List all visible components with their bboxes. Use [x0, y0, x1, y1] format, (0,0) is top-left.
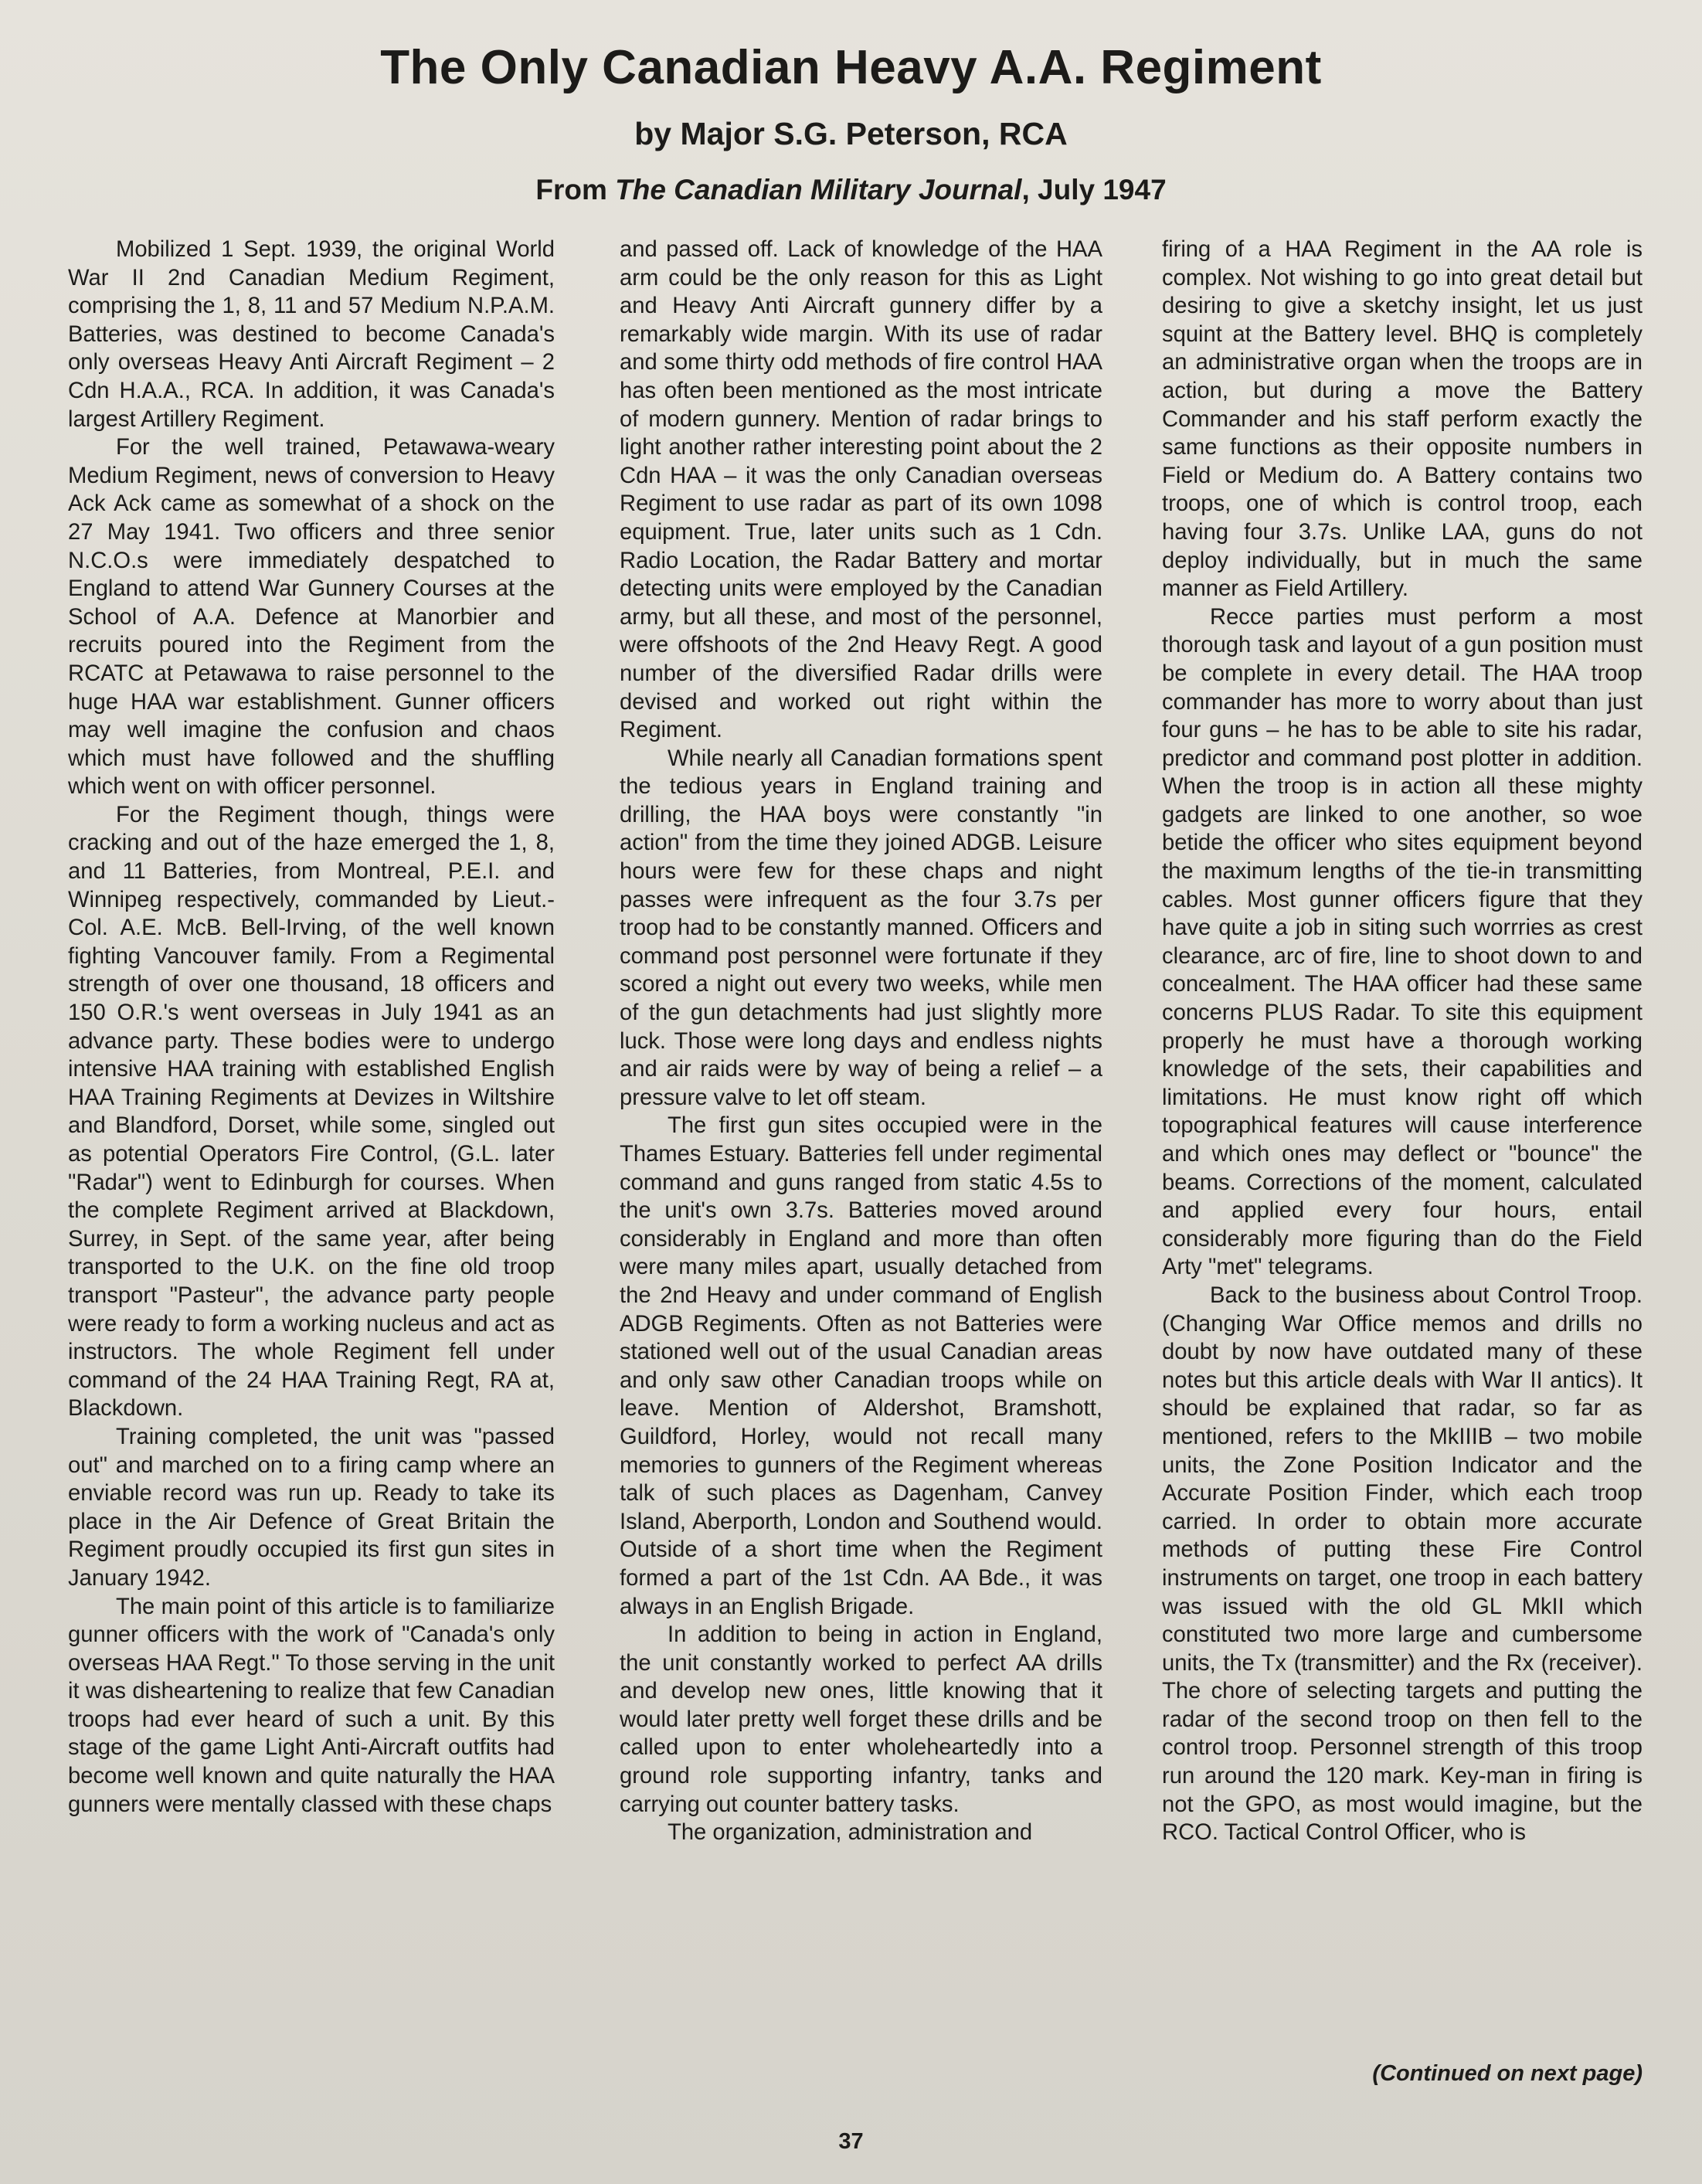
page-number: 37: [838, 2129, 864, 2154]
continued-note: (Continued on next page): [1372, 2061, 1643, 2086]
text-column-1: [68, 236, 555, 2105]
source-suffix: , July 1947: [1021, 174, 1167, 205]
paragraph: Back to the business about Control Troop. (Changing War Office memos and drills no doubt by now have outdated many of these notes but this article deals with War II antics). It should be explained that radar, so far as mentioned, refers to the MkIIIB – two mobile units, the Zone Position Indicator and the Accurate Position Finder, which each troop carried. In order to obtain more accurate methods of putting these Fire Control instruments on target, one troop in each battery was issued with the old GL MkII which constituted two more large and cumbersome units, the Tx (transmitter) and the Rx (receiver). The chore of selecting targets and putting the radar of the second troop on then fell to the control troop. Personnel strength of this troop run around the 120 mark. Key-man in firing is not the GPO, as most would imagine, but the RCO. Tactical Control Officer, who is: [1162, 1282, 1643, 1846]
paragraph: The first gun sites occupied were in the Thames Estuary. Batteries fell under regimental command and guns ranged from static 4.5s to the unit's own 3.7s. Batteries moved around considerably in England and more than often were many miles apart, usually detached from the 2nd Heavy and under command of English ADGB Regiments. Often as not Batteries were stationed well out of the usual Canadian areas and only saw other Canadian troops while on leave. Mention of Aldershot, Bramshott, Guildford, Horley, would not recall many memories to gunners of the Regiment whereas talk of such places as Dagenham, Canvey Island, Aberporth, London and Southend would. Outside of a short time when the Regiment formed a part of the 1st Cdn. AA Bde., it was always in an English Brigade.: [620, 1113, 1102, 1619]
paragraph-continued: and passed off. Lack of knowledge of the HAA arm could be the only reason for this as Light and Heavy Anti Aircraft gunnery differ by a remarkably wide margin. With its use of radar and some thirty odd methods of fire control HAA has often been mentioned as the most intricate of modern gunnery. Mention of radar brings to light another rather interesting point about the 2 Cdn HAA – it was the only Canadian overseas Regiment to use radar as part of its own 1098 equipment. True, later units such as 1 Cdn. Radio Location, the Radar Battery and mortar detecting units were employed by the Canadian army, but all these, and most of the personnel, were offshoots of the 2nd Heavy Regt. A good number of the diversified Radar drills were devised and worked out right within the Regiment.: [620, 237, 1102, 743]
text-column-3: [1162, 236, 1643, 2105]
text-column-2: [620, 236, 1102, 2105]
paragraph: Recce parties must perform a most thorough task and layout of a gun position must be complete in every detail. The HAA troop commander has more to worry about than just four guns – he has to be able to site his radar, predictor and command post plotter in addition. When the troop is in action all these mighty gadgets are linked to one another, so woe betide the officer who sites equipment beyond the maximum lengths of the tie-in transmitting cables. Most gunner officers figure that they have quite a job in siting such worrries as crest clearance, arc of fire, line to shoot down to and concealment. The HAA officer had these same concerns PLUS Radar. To site this equipment properly he must have a thorough working knowledge of the sets, their capabilities and limitations. He must know right off which topographical features will cause interference and which ones may deflect or "bounce" the beams. Corrections of the moment, calculated and applied every four hours, entail considerably more figuring than do the Field Arty "met" telegrams.: [1162, 604, 1643, 1280]
article-title: The Only Canadian Heavy A.A. Regiment: [380, 41, 1322, 94]
paragraph: For the Regiment though, things were cracking and out of the haze emerged the 1, 8, and 11 Batteries, from Montreal, P.E.I. and Winnipeg respectively, commanded by Lieut.-Col. A.E. McB. Bell-Irving, of the well known fighting Vancouver family. From a Regimental strength of over one thousand, 18 officers and 150 O.R.'s went overseas in July 1941 as an advance party. These bodies were to undergo intensive HAA training with established English HAA Training Regiments at Devizes in Wiltshire and Blandford, Dorset, while some, singled out as potential Operators Fire Control, (G.L. later "Radar") went to Edinburgh for courses. When the complete Regiment arrived at Blackdown, Surrey, in Sept. of the same year, after being transported to the U.K. on the fine old troop transport "Pasteur", the advance party people were ready to form a working nucleus and act as instructors. The whole Regiment fell under command of the 24 HAA Training Regt, RA at, Blackdown.: [68, 802, 555, 1421]
paragraph: While nearly all Canadian formations spent the tedious years in England training and drilling, the HAA boys were constantly "in action" from the time they joined ADGB. Leisure hours were few for these chaps and night passes were infrequent as the four 3.7s per troop had to be constantly manned. Officers and command post personnel were fortunate if they scored a night out every two weeks, while men of the gun detachments had just slightly more luck. Those were long days and endless nights and air raids were by way of being a relief – a pressure valve to let off steam.: [620, 746, 1102, 1110]
journal-name: The Canadian Military Journal: [615, 174, 1022, 205]
paragraph: In addition to being in action in England, the unit constantly worked to perfect AA drills and develop new ones, little knowing that it would later pretty well forget these drills and be called upon to enter wholeheartedly into a ground role supporting infantry, tanks and carrying out counter battery tasks.: [620, 1622, 1102, 1817]
paragraph: Training completed, the unit was "passed out" and marched on to a firing camp where an enviable record was run up. Ready to take its place in the Air Defence of Great Britain the Regiment proudly occupied its first gun sites in January 1942.: [68, 1424, 555, 1591]
paragraph: The organization, administration and: [668, 1820, 1033, 1846]
paragraph-continued: firing of a HAA Regiment in the AA role is complex. Not wishing to go into great detail but desiring to give a sketchy insight, let us just squint at the Battery level. BHQ is completely an administrative organ when the troops are in action, but during a move the Battery Commander and his staff perform exactly the same functions as their opposite numbers in Field or Medium do. A Battery contains two troops, one of which is control troop, each having four 3.7s. Unlike LAA, guns do not deploy individually, but in much the same manner as Field Artillery.: [1162, 237, 1643, 602]
article-source: [0, 174, 1702, 207]
paragraph: For the well trained, Petawawa-weary Medium Regiment, news of conversion to Heavy Ack Ack came as somewhat of a shock on the 27 May 1941. Two officers and three senior N.C.O.s were immediately despatched to England to attend War Gunnery Courses at the School of A.A. Defence at Manorbier and recruits poured into the Regiment from the RCATC at Petawawa to raise personnel to the huge HAA war establishment. Gunner officers may well imagine the confusion and chaos which must have followed and the shuffling which went on with officer personnel.: [68, 435, 555, 800]
article-byline: by Major S.G. Peterson, RCA: [634, 116, 1068, 151]
paragraph: The main point of this article is to familiarize gunner officers with the work of "Canada's only overseas HAA Regt." To those serving in the unit it was disheartening to realize that few Canadian troops had ever heard of such a unit. By this stage of the game Light Anti-Aircraft outfits had become well known and quite naturally the HAA gunners were mentally classed with these chaps: [68, 1594, 555, 1817]
source-prefix: From: [535, 174, 616, 205]
paragraph: Mobilized 1 Sept. 1939, the original World War II 2nd Canadian Medium Regiment, comprising the 1, 8, 11 and 57 Medium N.P.A.M. Batteries, was destined to become Canada's only overseas Heavy Anti Aircraft Regiment – 2 Cdn H.A.A., RCA. In addition, it was Canada's largest Artillery Regiment.: [68, 237, 555, 432]
